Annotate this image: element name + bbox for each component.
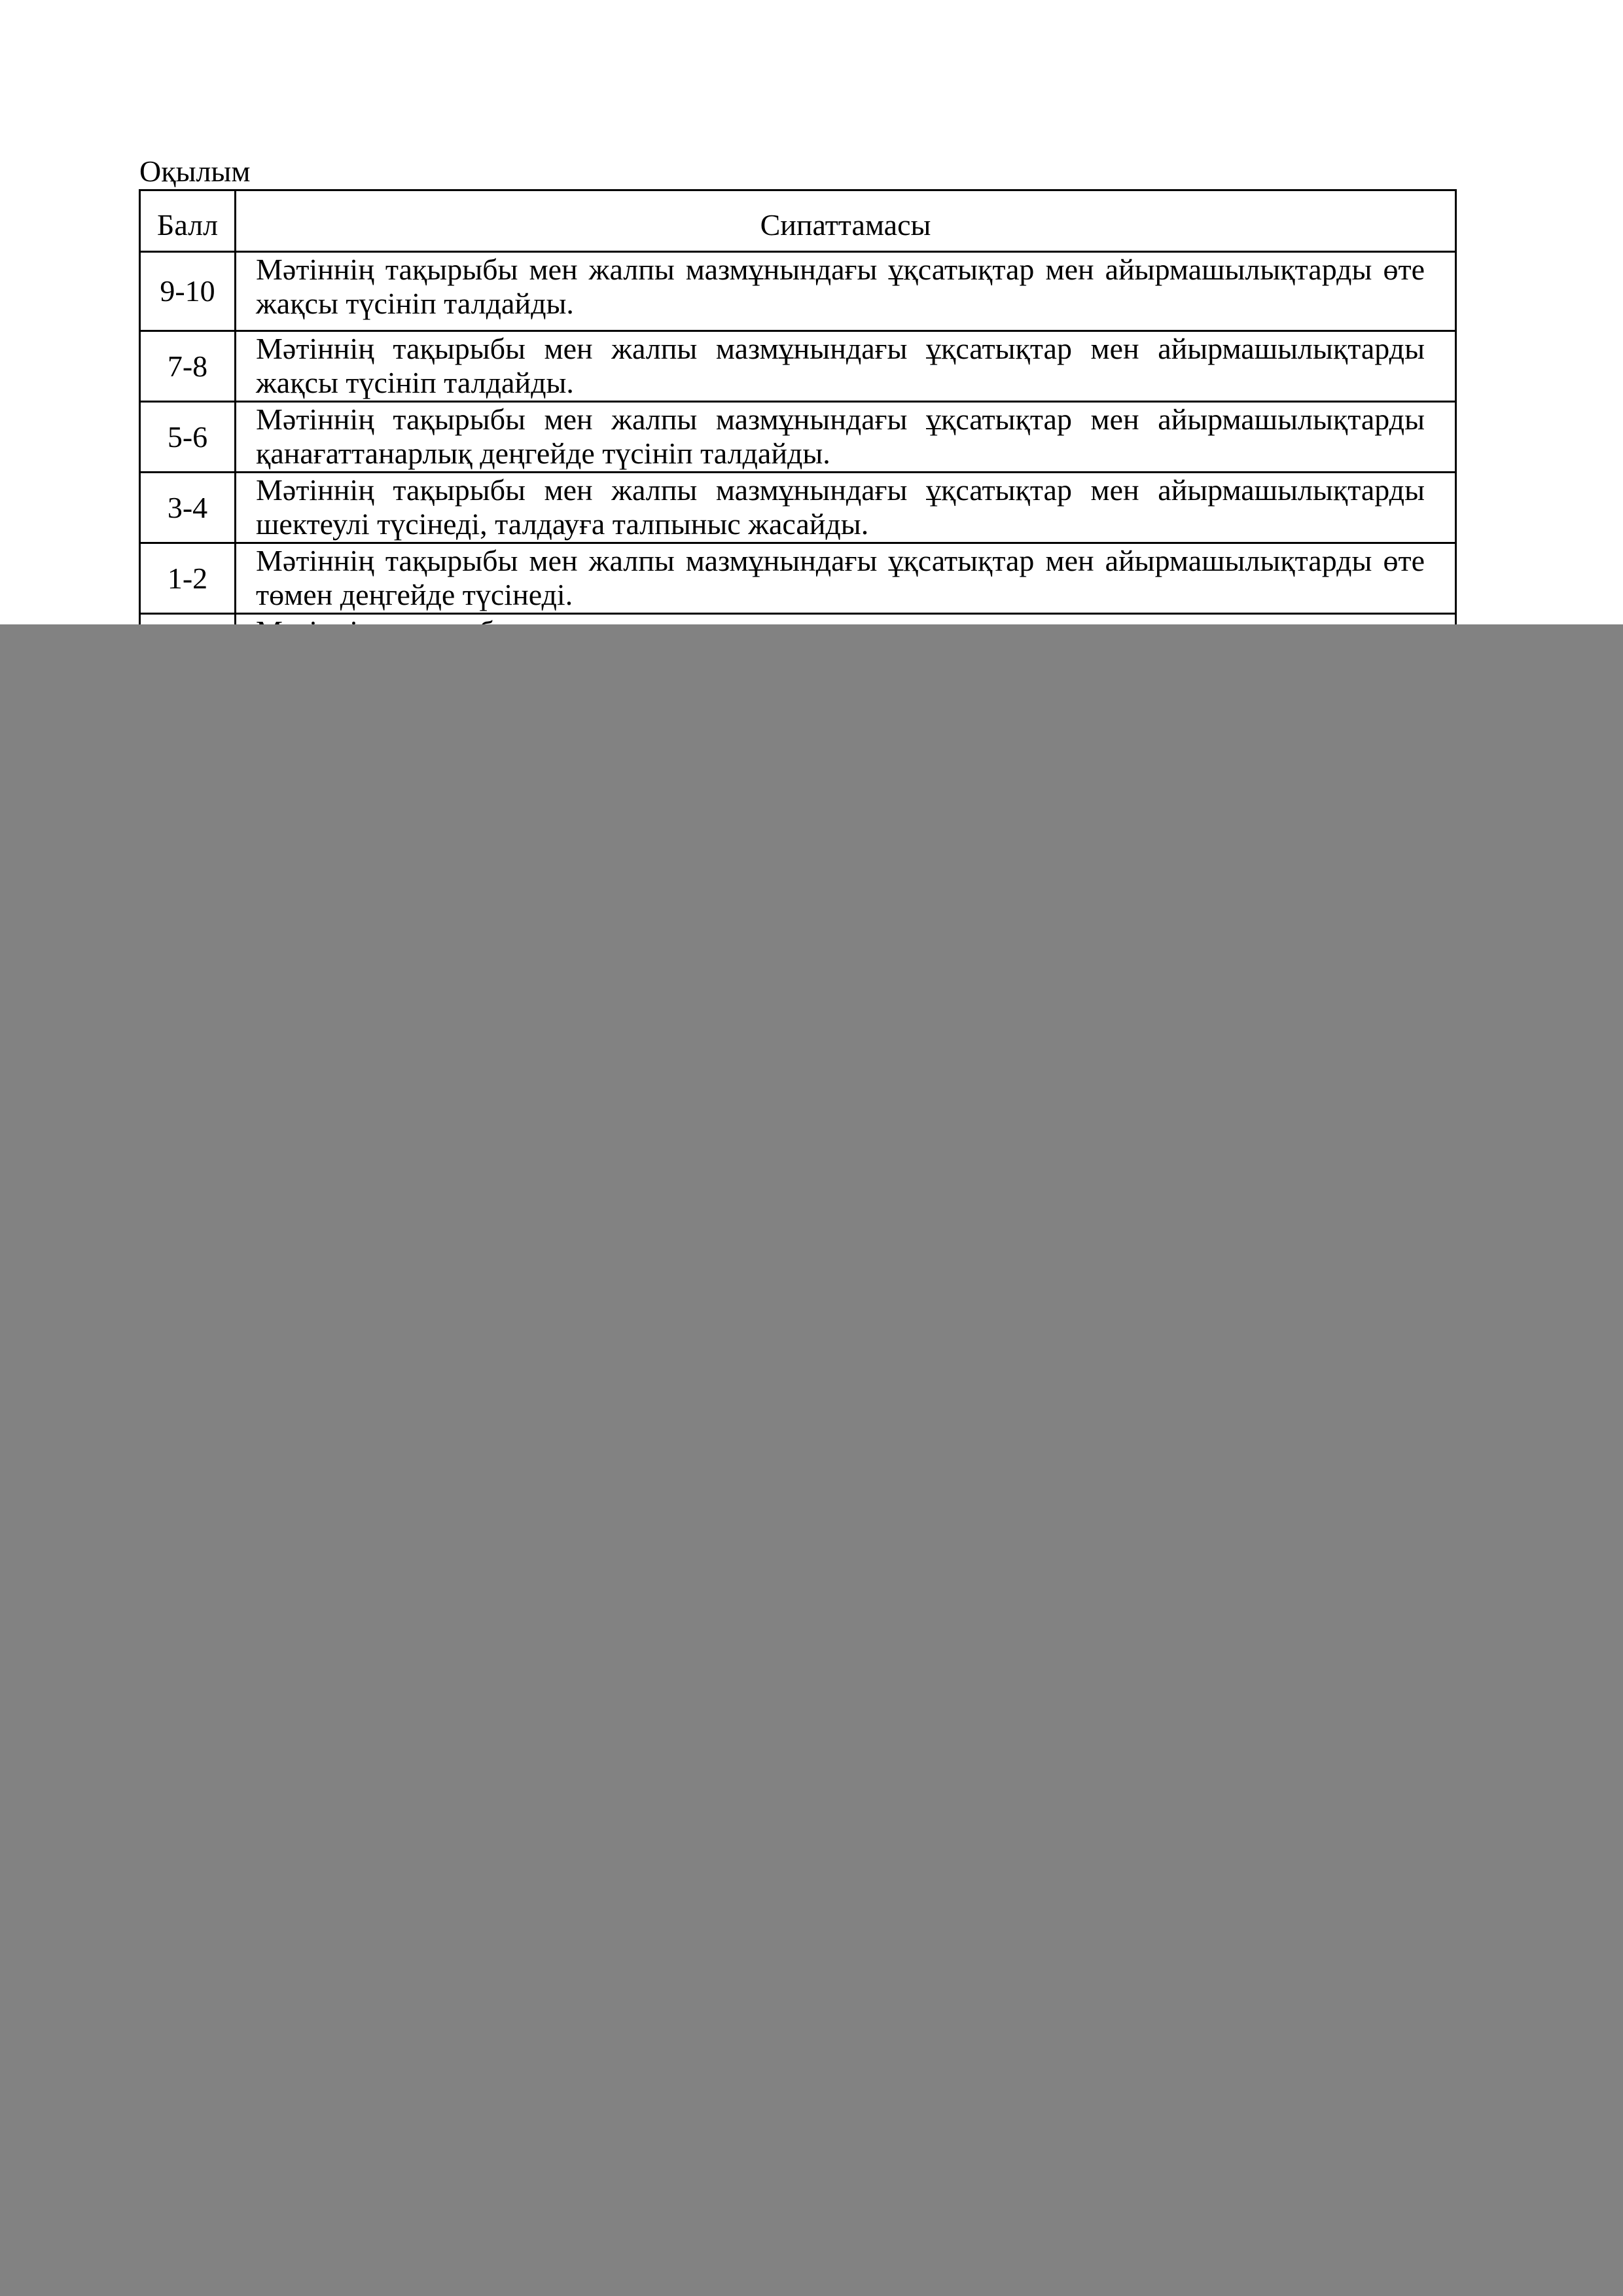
score-cell: 3-4 [140,473,236,543]
description-cell: Мәтіннің тақырыбы мен жалпы мазмұнындағы ұқсатықтар мен айырмашылықтарды жақсы түсініп талдайды. [236,331,1456,402]
header-description: Сипаттамасы [236,190,1456,252]
section-title: Оқылым [139,154,251,188]
table-row [140,331,1456,402]
document-page [0,0,1623,624]
score-cell: 7-8 [140,331,236,402]
gray-overlay [0,624,1623,2296]
table-row [140,473,1456,543]
description-cell: Мәтіннің тақырыбы мен жалпы мазмұнындағы ұқсатықтар мен айырмашылықтарды шектеулі түсінеді, талдауға талпыныс жасайды. [236,473,1456,543]
table-header-row [140,190,1456,252]
description-cell: Мәтіннің тақырыбы мен жалпы мазмұнындағы ұқсатықтар мен айырмашылықтарды өте төмен деңгейде түсінеді. [236,543,1456,614]
header-score: Балл [140,190,236,252]
score-cell: 9-10 [140,252,236,331]
description-cell: Мәтіннің тақырыбы мен жалпы мазмұнындағы ұқсатықтар мен айырмашылықтарды өте жақсы түсініп талдайды. [236,252,1456,331]
table-row [140,402,1456,473]
description-cell: Мәтіннің тақырыбы мен жалпы мазмұнындағы ұқсатықтар мен айырмашылықтарды қанағаттанарлық деңгейде түсініп талдайды. [236,402,1456,473]
table-row [140,252,1456,331]
rubric-table [139,189,1457,656]
score-cell: 1-2 [140,543,236,614]
table-row [140,543,1456,614]
score-cell: 5-6 [140,402,236,473]
